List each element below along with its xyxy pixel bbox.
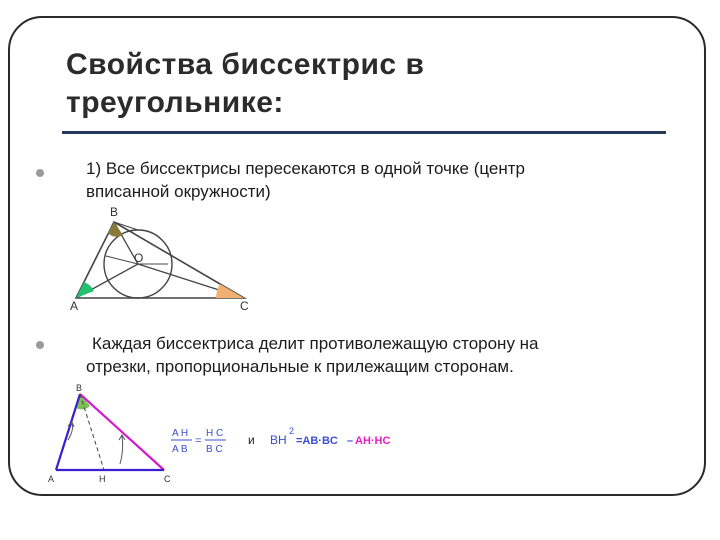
point-1-line-2: вписанной окружности) [86,182,271,201]
arc-marker-2 [120,436,123,464]
title-line-1: Свойства биссектрис в [66,48,425,81]
equals-sign: = [195,435,202,447]
label-b: B [110,205,119,219]
proportion-formula [168,424,408,458]
title-line-2: треугольнике: [66,86,284,119]
bullet-2 [36,341,44,349]
point-2-line-2: отрезки, пропорциональные к прилежащим сторонам. [86,357,514,376]
label-a: A [48,474,55,484]
label-a: A [70,299,79,313]
fraction-1-numerator: A H [172,428,189,439]
side-bc [80,394,164,470]
slide-title [66,46,626,122]
point-1-text [86,157,525,203]
label-h: H [99,474,106,484]
square-exponent: 2 [289,426,295,436]
point-1-line-1: 1) Все биссектрисы пересекаются в одной точке (центр [86,159,525,178]
incircle-triangle-figure [66,200,256,315]
label-b: B [76,383,83,393]
label-c: C [240,299,249,313]
product-ah-hc: AH·HC [355,435,391,447]
bullet-1 [36,169,44,177]
minus-sign: – [347,435,354,447]
fraction-1-denominator: A B [172,444,188,455]
fraction-2-denominator: B C [206,444,223,455]
label-o: O [134,251,144,265]
angle-c-marker [216,284,244,298]
title-underline [62,131,666,134]
conjunction: и [248,433,255,447]
side-ab [56,394,80,470]
product-ab-bc: =AB·BC [296,435,338,447]
bh-term: BH [270,433,287,447]
label-c: C [164,474,171,484]
fraction-2-numerator: H C [206,428,224,439]
point-2-line-1: Каждая биссектриса делит противолежащую сторону на [92,334,539,353]
point-2-text [86,332,539,378]
